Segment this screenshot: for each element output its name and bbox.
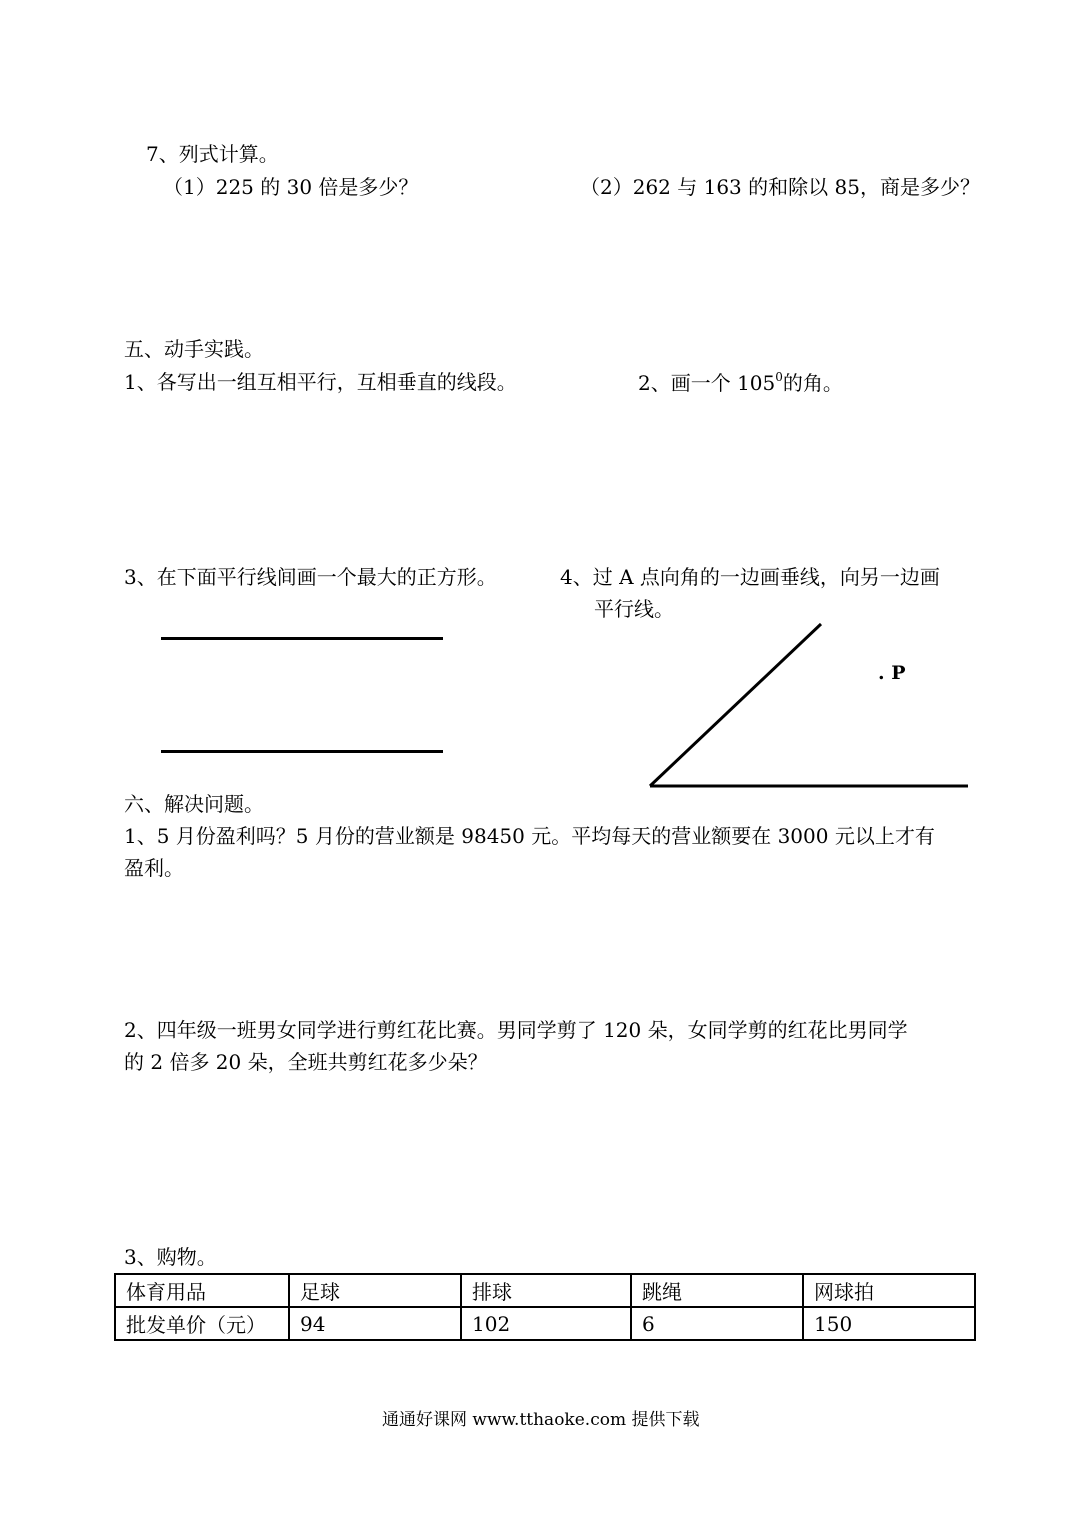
page-footer: 通通好课网 www.tthaoke.com 提供下载 (382, 1410, 700, 1430)
section5-title: 五、动手实践。 (124, 337, 264, 361)
price-table (114, 1273, 976, 1341)
section6-q3-title: 3、购物。 (124, 1245, 217, 1269)
table-cell: 跳绳 (631, 1274, 803, 1307)
angle-slanted-side (650, 624, 821, 786)
table-cell: 排球 (461, 1274, 631, 1307)
angle-figure (640, 615, 975, 795)
section6-q1-line2: 盈利。 (124, 856, 184, 880)
section5-q3: 3、在下面平行线间画一个最大的正方形。 (124, 565, 497, 589)
table-cell: 网球拍 (803, 1274, 975, 1307)
table-cell: 6 (631, 1307, 803, 1340)
section6-q1-line1: 1、5 月份盈利吗？5 月份的营业额是 98450 元。平均每天的营业额要在 3000 元以上才有 (124, 824, 935, 848)
q7-part1: （1）225 的 30 倍是多少？ (163, 175, 419, 199)
table-cell: 102 (461, 1307, 631, 1340)
q7-part2: （2）262 与 163 的和除以 85，商是多少？ (580, 175, 980, 199)
table-cell: 足球 (289, 1274, 461, 1307)
point-p-label: . P (878, 662, 906, 684)
section5-q2-prefix: 2、画一个 105 (638, 371, 776, 395)
table-row (115, 1274, 975, 1307)
section6-title: 六、解决问题。 (124, 792, 264, 816)
q7-title: 7、列式计算。 (146, 142, 279, 166)
section5-q4-line1: 4、过 A 点向角的一边画垂线，向另一边画 (560, 565, 940, 589)
parallel-line-bottom (161, 750, 443, 753)
section6-q2-line2: 的 2 倍多 20 朵，全班共剪红花多少朵？ (124, 1050, 488, 1074)
table-cell: 批发单价（元） (115, 1307, 289, 1340)
section5-q4-line2: 平行线。 (594, 597, 674, 621)
degree-superscript: 0 (775, 370, 783, 384)
table-cell: 94 (289, 1307, 461, 1340)
table-row (115, 1307, 975, 1340)
section5-q2 (638, 370, 843, 395)
parallel-line-top (161, 637, 443, 640)
table-cell: 150 (803, 1307, 975, 1340)
section6-q2-line1: 2、四年级一班男女同学进行剪红花比赛。男同学剪了 120 朵，女同学剪的红花比男同学 (124, 1018, 908, 1042)
section5-q1: 1、各写出一组互相平行，互相垂直的线段。 (124, 370, 517, 394)
section5-q2-suffix: 的角。 (782, 371, 843, 395)
table-cell: 体育用品 (115, 1274, 289, 1307)
